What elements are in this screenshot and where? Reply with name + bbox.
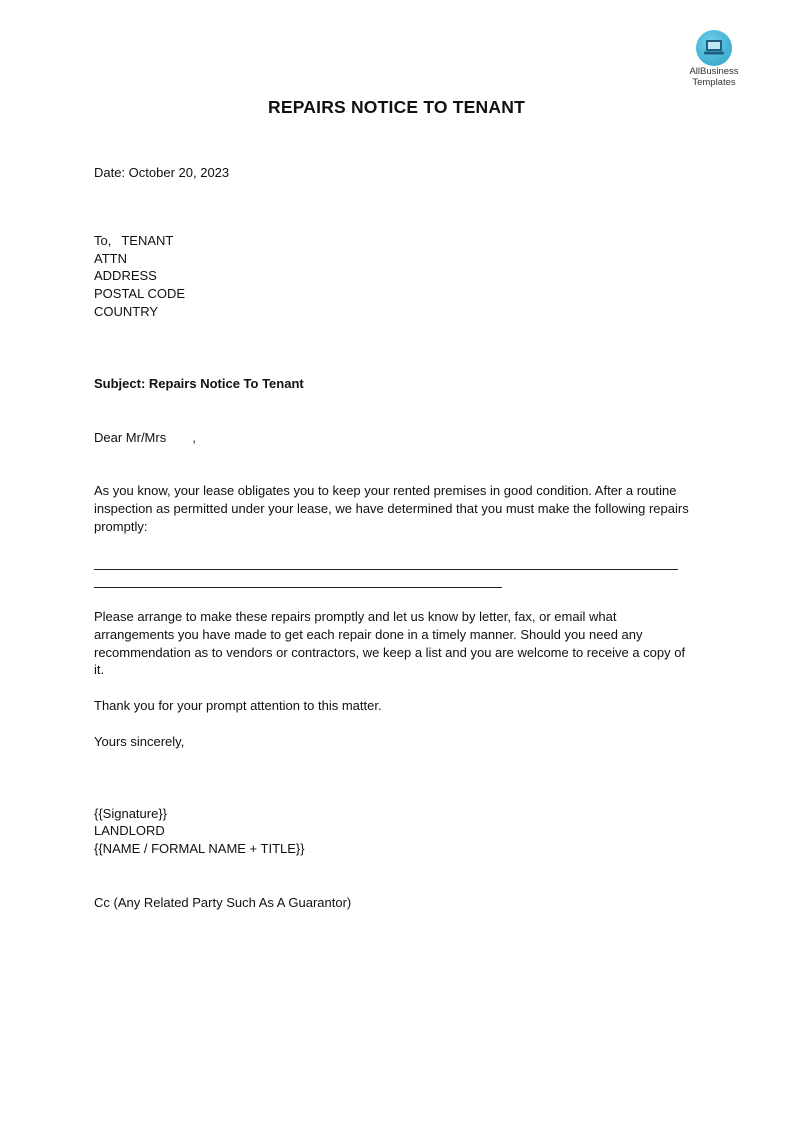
repairs-fill-line-2	[94, 587, 502, 588]
recipient-address: ADDRESS	[94, 268, 157, 283]
laptop-icon	[696, 30, 732, 66]
signature-role: LANDLORD	[94, 823, 165, 838]
repairs-fill-line-1	[94, 569, 678, 570]
logo-text-line1: AllBusiness	[689, 66, 739, 77]
document-title: REPAIRS NOTICE TO TENANT	[268, 97, 525, 117]
to-prefix: To,	[94, 233, 112, 248]
date-line: Date: October 20, 2023	[94, 165, 230, 180]
closing-line: Yours sincerely,	[94, 734, 185, 749]
recipient-tenant: TENANT	[121, 233, 174, 248]
signature-name: {{NAME / FORMAL NAME + TITLE}}	[94, 841, 305, 856]
salutation-suffix: ,	[192, 430, 196, 445]
body-paragraph-3: Thank you for your prompt attention to this matter.	[94, 698, 382, 713]
body-paragraph-2: Please arrange to make these repairs promptly and let us know by letter, fax, or email what arrangements you have made to get each repair done in a timely manner. Should you need any recommendation as to vendors or contractors, we keep a list and you are welcome to receive a copy of it.	[94, 609, 686, 678]
signature-placeholder: {{Signature}}	[94, 806, 168, 821]
company-logo	[681, 30, 747, 88]
recipient-to-line	[94, 232, 173, 250]
salutation-prefix: Dear Mr/Mrs	[94, 430, 167, 445]
cc-line: Cc (Any Related Party Such As A Guarantor)	[94, 895, 352, 910]
salutation	[94, 429, 196, 447]
recipient-postal-code: POSTAL CODE	[94, 286, 186, 301]
recipient-country: COUNTRY	[94, 304, 159, 319]
recipient-attn: ATTN	[94, 251, 127, 266]
logo-text-line2: Templates	[692, 77, 736, 88]
body-paragraph-1: As you know, your lease obligates you to keep your rented premises in good condition. After a routine inspection as permitted under your lease, we have determined that you must make the following repairs promptly:	[94, 483, 689, 534]
subject-line: Subject: Repairs Notice To Tenant	[94, 376, 304, 391]
